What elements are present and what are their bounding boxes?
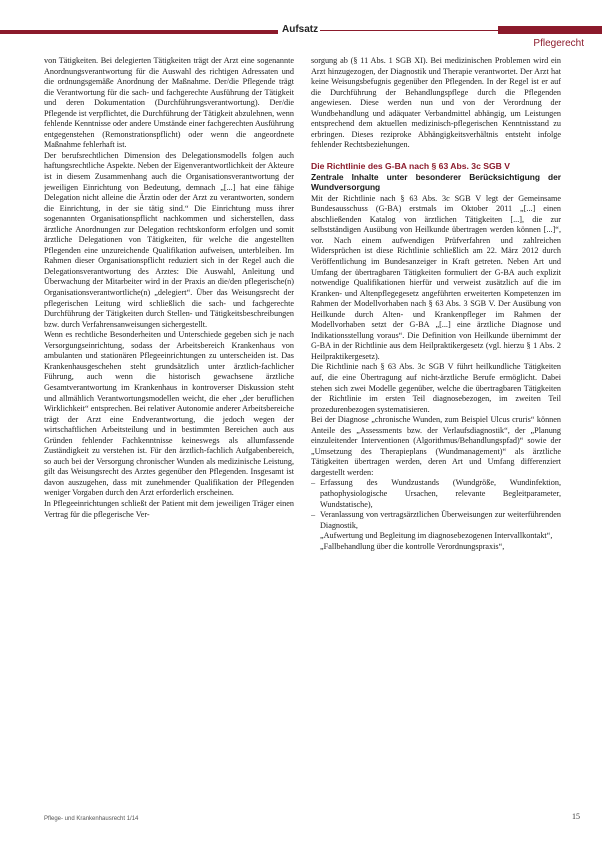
paragraph: Die Richtlinie nach § 63 Abs. 3c SGB V führt heilkundliche Tätigkeiten auf, die eine Übertragung auf nicht-ärztliche Berufe ermöglicht. Dabei stehen sich zwei Modelle gegenüber, welche die übertragbaren Tätigkeiten der Richtlinie im ersten Teil diagnosebezogen, im zweiten Teil prozedurenbezogen systematisieren.: [311, 362, 561, 414]
paragraph: In Pflegeeinrichtungen schließt der Patient mit dem jeweiligen Träger einen Vertrag für die pflegerische Ver-: [44, 498, 294, 519]
paragraph: Mit der Richtlinie nach § 63 Abs. 3c SGB V legt der Gemeinsame Bundesausschuss (G-BA) erstmals im Oktober 2011 „[...] einen abschließenden Katalog von ärztlichen Tätigkeiten [...], die zur selbstständigen Ausübung von Heilkunde übertragen werden können [...]“, vor. Nach einem aufwendigen Prüfverfahren und zahlreichen Widersprüchen ist diese Richtlinie schließlich am 22. März 2012 durch Veröffentlichung im Bundesanzeiger in Kraft getreten. Neben Art und Umfang der übertragbaren Tätigkeiten formuliert der G-BA auch explizit notwendige Qualifikationen hierfür und verweist zusätzlich auf die im Kranken- und Altenpflegegesetz angeführten erweiterten Kompetenzen im Rahmen der Modellvorhaben nach § 63 Abs. 3 SGB V. Der Ausübung von Heilkunde durch Alten- und Krankenpfleger im Rahmen der Modellvorhaben setzt der G-BA „[...] eine ärztliche Diagnose und Indikationsstellung voraus“. Die Definition von Heilkunde übernimmt der G-BA in der Richtlinie aus dem Heilpraktikergesetz (vgl. hierzu § 1 Abs. 2 Heilpraktikergesetz).: [311, 193, 561, 361]
header-bar: [0, 30, 278, 34]
section-subheading: Zentrale Inhalte unter besonderer Berücksichtigung der Wundversorgung: [311, 171, 561, 193]
list-item: – Veranlassung von vertragsärztlichen Überweisungen zur weiterführenden Diagnostik,: [320, 510, 561, 531]
header-rule: [320, 30, 498, 31]
paragraph: Wenn es rechtliche Besonderheiten und Unterschiede gegeben sich je nach Versorgungseinrichtung, sodass der Arbeitsbereich Krankenhaus von ambulanten und stationären Pflegeeinrichtungen zu unterscheiden ist. Das Krankenhausgeschehen steht grundsätzlich unter ärztlich-fachlicher Führung, auch wenn die historisch gewachsene ärztliche Gesamtverantwortung im Krankenhaus in kontroverser Diskussion steht und allmählich Verantwortungsmodellen weicht, die eher „der beruflichen Wirklichkeit“ entsprechen. Bei relativer Autonomie anderer Arbeitsbereiche trägt der Arzt eine Endverantwortung, die jedoch wegen der wirtschaftlichen Arbeitsteilung und in bestimmten Bereichen auch aus Gründen fehlender Fachkenntnisse keineswegs als allumfassende Zuständigkeit zu verstehen ist. Für den ärztlich-fachlich Aufgabenbereich, so auch bei der Versorgung chronischer Wunden als medizinische Leistung, gilt das Weisungsrecht des Arztes gegenüber den Pflegenden. Insgesamt ist davon auszugehen, dass mit zunehmender Qualifikation der Pflegenden weniger Vorgaben durch den Arzt erforderlich erscheinen.: [44, 330, 294, 498]
list-item: – Erfassung des Wundzustands (Wundgröße, Wundinfektion, pathophysiologische Ursachen, relevante Begleitparameter, Wundstatische),: [320, 478, 561, 510]
category-bar: [498, 26, 602, 34]
paragraph: Der berufsrechtlichen Dimension des Delegationsmodells folgen auch haftungsrechtliche Aspekte. Neben der Eigenverantwortlichkeit der Akteure ist in diesem Zusammenhang auch die Organisationsverantwortung der jeweiligen Einrichtung von Bedeutung, demnach „[...] hat eine fähige Delegation nicht alleine die Ärztin oder der Arzt zu verantworten, sondern die Einrichtung, in der sie tätig sind.“ Die Einrichtung muss ihrer sogenannten Organisationspflicht nachkommen und sicherstellen, dass ärztliche Anordnungen zur Delegation rechtskonform erfolgen und somit ärztliche Delegationen von Tätigkeiten, für welche die angestellten Pflegenden eine unzureichende Qualifikation aufweisen, unterbleiben. Im Rahmen dieser Organisationspflicht reduziert sich in der Regel auch die Delegationsverantwortung des Arztes: Die Auswahl, Anleitung und Überwachung der Mitarbeiter wird in der Praxis an die/den pflegerische(n) Organisationsverantwortliche(n) „delegiert“. Über das Weisungsrecht der pflegerischen Leitung wird schließlich die sach- und fachgerechte Durchführung der Tätigkeiten durch Stellen- und Tätigkeitsbeschreibungen bzw. durch Verfahrensanweisungen sichergestellt.: [44, 150, 294, 329]
paragraph: Bei der Diagnose „chronische Wunden, zum Beispiel Ulcus cruris“ können Anteile des „Assessments bzw. der Verlaufsdiagnostik“, der „Planung einzuleitender Interventionen (Algorithmus/Behandlungspfad)“ sowie der „Umsetzung des Therapieplans (Wundmanagement)“ als ärztliche Tätigkeiten übertragen werden, deren Art und Umfang differenziert dargestellt werden:: [311, 415, 561, 477]
page-number: 15: [572, 812, 580, 821]
right-column: [311, 56, 561, 816]
paragraph: sorgung ab (§ 11 Abs. 1 SGB XI). Bei medizinischen Problemen wird ein Arzt hinzugezogen, der Diagnostik und Therapie verantwortet. Der Arzt hat keine Weisungsbefugnis gegenüber den Pflegenden. In der Regel ist er auf die Durchführung der Behandlungspflege durch die Pflegenden angewiesen. Diese werden nun und von der Verordnung der Wundbehandlung und adäquater Verbandmittel abhängig, um Leistungen entsprechend dem aktuellen medizinisch-pflegerischen Kenntnisstand zu erbringen. Dieses reziproke Abhängigkeitsverhältnis entsteht infolge fehlender Rechtsbeziehungen.: [311, 56, 561, 150]
task-list: [311, 478, 561, 552]
category-label: Pflegerecht: [533, 38, 584, 49]
paragraph: von Tätigkeiten. Bei delegierten Tätigkeiten trägt der Arzt eine sogenannte Anordnungsverantwortung für die Auswahl des richtigen Adressaten und die ordnungsgemäße Anordnung der Maßnahme. Der/die Pflegende trägt die Verantwortung für die sach- und fachgerechte Ausführung der Tätigkeit und deren Dokumentation (Durchführungsverantwortung). Der/die Pflegende ist verpflichtet, die Durchführung der Tätigkeit abzulehnen, wenn fehlende Kenntnisse oder andere Umstände einer fachgerechten Ausführung entgegenstehen (Remonstrationspflicht) oder wenn die angeordnete Maßnahme fehlerhaft ist.: [44, 56, 294, 150]
list-item: „Fallbehandlung über die kontrolle Verordnungspraxis“,: [320, 541, 505, 551]
section-heading: Die Richtlinie des G-BA nach § 63 Abs. 3c SGB V: [311, 160, 510, 171]
page-header: [0, 0, 602, 52]
section-label: Aufsatz: [282, 24, 319, 35]
journal-footer: Pflege- und Krankenhausrecht 1/14: [44, 816, 139, 822]
list-item: „Aufwertung und Begleitung im diagnosebezogenen Intervallkontakt“,: [320, 531, 553, 541]
left-column: [44, 56, 294, 816]
